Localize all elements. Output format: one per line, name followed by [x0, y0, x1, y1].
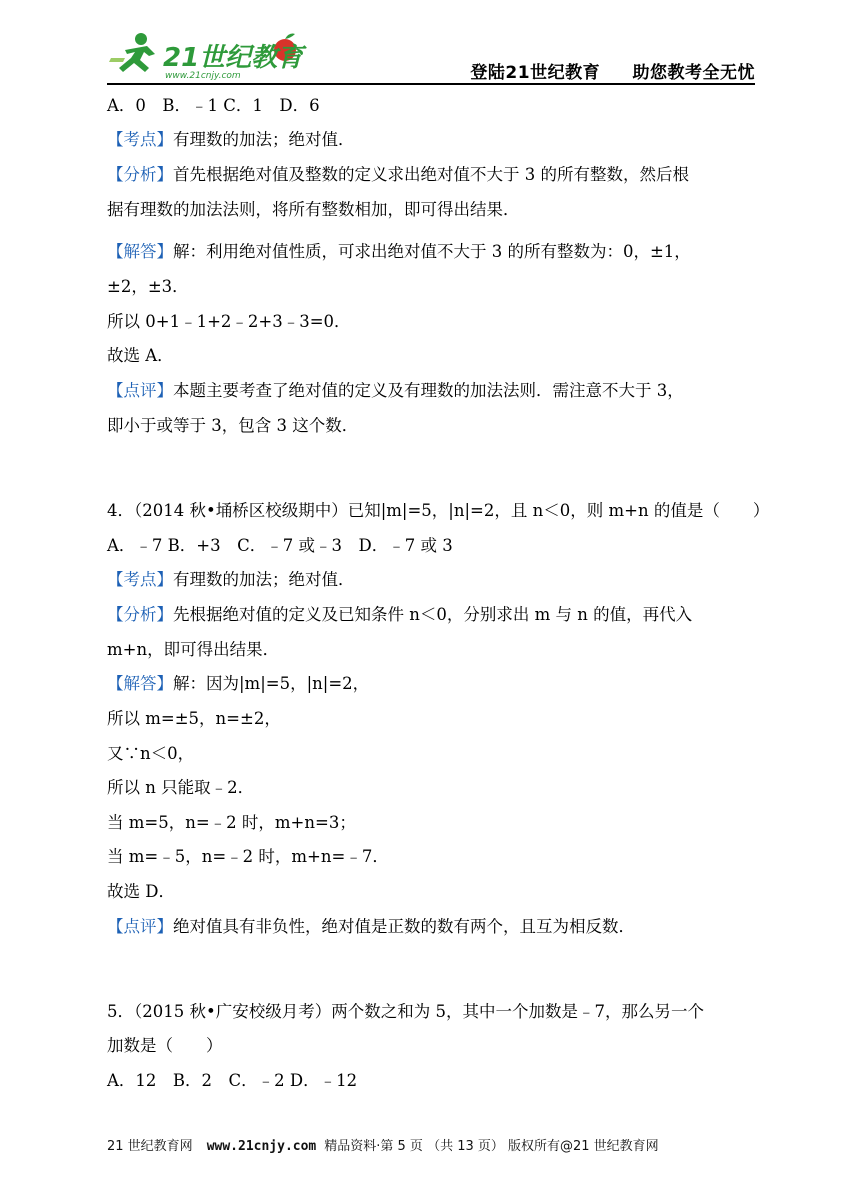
text-line	[107, 163, 689, 187]
text-line	[107, 672, 369, 696]
text-line: A．﹣7 B．+3 C．﹣7 或﹣3 D．﹣7 或 3	[107, 536, 453, 555]
running-figure-icon	[109, 33, 155, 72]
page-header	[107, 28, 755, 84]
text-line: 所以 0+1﹣1+2﹣2+3﹣3=0．	[107, 312, 351, 331]
footer-info: 精品资料·第 5 页 （共 13 页） 版权所有@21 世纪教育网	[324, 1139, 659, 1154]
line-text: 首先根据绝对值及整数的定义求出绝对值不大于 3 的所有整数，然后根	[173, 165, 689, 184]
section-tag: 【考点】	[107, 570, 173, 589]
line-text: 解：利用绝对值性质，可求出绝对值不大于 3 的所有整数为：0，±1，	[173, 242, 691, 261]
text-line: A．0 B．﹣1 C．1 D．6	[107, 96, 320, 115]
line-text: 有理数的加法；绝对值．	[173, 570, 355, 589]
text-line: 故选 A．	[107, 346, 174, 365]
text-line	[107, 603, 692, 627]
text-line	[107, 128, 355, 152]
text-line	[107, 240, 691, 264]
text-line: 据有理数的加法法则，将所有整数相加，即可得出结果．	[107, 200, 520, 219]
footer-site: 21 世纪教育网	[107, 1139, 193, 1154]
section-tag: 【解答】	[107, 674, 173, 693]
section-tag: 【点评】	[107, 381, 173, 400]
text-line: 所以 n 只能取﹣2．	[107, 778, 255, 797]
header-slogan-left: 登陆21世纪教育	[470, 63, 601, 83]
text-line: 当 m=5，n=﹣2 时，m+n=3；	[107, 813, 356, 832]
text-line: 5．（2015 秋•广安校级月考）两个数之和为 5，其中一个加数是﹣7，那么另一个	[107, 1002, 704, 1021]
page-footer	[107, 1135, 755, 1154]
line-text: 先根据绝对值的定义及已知条件 n＜0，分别求出 m 与 n 的值，再代入	[173, 605, 693, 624]
text-line: 加数是（ ）	[107, 1036, 223, 1055]
header-divider	[107, 83, 755, 85]
section-tag: 【点评】	[107, 917, 173, 936]
text-line	[107, 568, 355, 592]
text-line: 4．（2014 秋•埇桥区校级期中）已知|m|=5，|n|=2，且 n＜0，则 m+n 的值是（ ）	[107, 501, 770, 520]
line-text: 解：因为|m|=5，|n|=2，	[173, 674, 370, 693]
footer-url: www.21cnjy.com	[206, 1139, 317, 1154]
text-line: 故选 D．	[107, 882, 175, 901]
text-line: 又∵n＜0，	[107, 744, 195, 763]
text-line: 当 m=﹣5，n=﹣2 时，m+n=﹣7．	[107, 847, 389, 866]
text-line: 所以 m=±5，n=±2，	[107, 709, 281, 728]
header-slogan	[470, 58, 755, 83]
text-line: ±2，±3．	[107, 277, 189, 296]
text-line: 即小于或等于 3，包含 3 这个数．	[107, 416, 359, 435]
text-line	[107, 379, 684, 403]
section-tag: 【分析】	[107, 165, 173, 184]
text-line: m+n，即可得出结果．	[107, 640, 280, 659]
section-tag: 【分析】	[107, 605, 173, 624]
text-line	[107, 915, 635, 939]
header-slogan-right: 助您教考全无忧	[632, 63, 755, 83]
logo-21cnjy	[107, 28, 307, 80]
text-line: A．12 B．2 C．﹣2 D．﹣12	[107, 1071, 358, 1090]
logo-text: 21世纪教育	[163, 43, 304, 73]
section-tag: 【考点】	[107, 130, 173, 149]
logo-url: www.21cnjy.com	[165, 71, 241, 80]
section-tag: 【解答】	[107, 242, 173, 261]
line-text: 绝对值具有非负性，绝对值是正数的数有两个，且互为相反数．	[173, 917, 635, 936]
line-text: 本题主要考查了绝对值的定义及有理数的加法法则．需注意不大于 3，	[173, 381, 684, 400]
line-text: 有理数的加法；绝对值．	[173, 130, 355, 149]
